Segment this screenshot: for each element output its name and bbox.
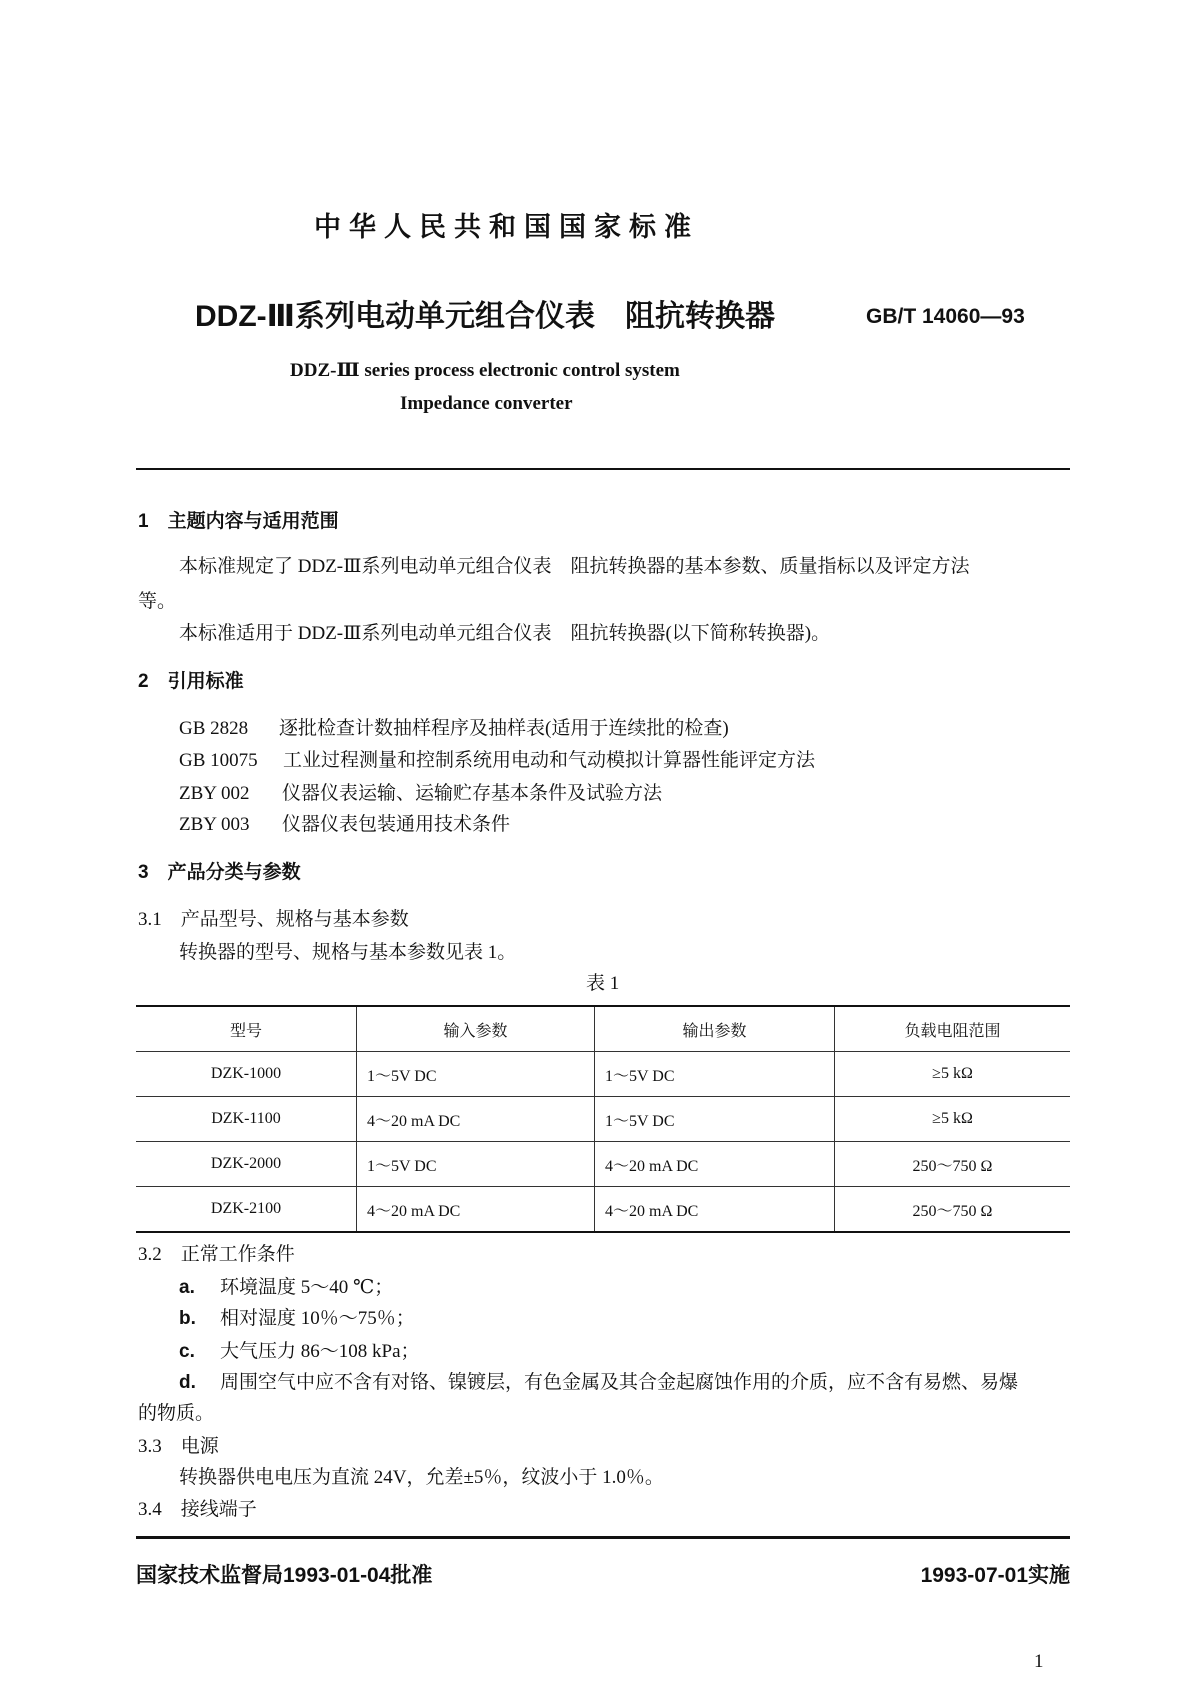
cell: 1～5V DC [595,1097,835,1142]
cell: 4～20 mA DC [357,1187,595,1233]
condition-text: 环境温度 5～40 ℃； [220,1277,394,1298]
document-title: DDZ-Ⅲ系列电动单元组合仪表 阻抗转换器 [195,300,776,333]
cell: DZK-1100 [136,1097,357,1142]
section-3-2-heading: 3.2 正常工作条件 [138,1244,295,1265]
national-standard-heading: 中华人民共和国国家标准 [314,212,699,242]
page-number: 1 [1034,1651,1044,1672]
footer-rule [136,1536,1070,1539]
section-1-heading: 1 主题内容与适用范围 [138,511,339,532]
cell: DZK-2000 [136,1142,357,1187]
ref-title: 仪器仪表包装通用技术条件 [282,814,511,835]
cell: DZK-2100 [136,1187,357,1233]
col-header: 型号 [136,1006,357,1052]
table-header-row [136,1006,1070,1052]
col-header: 输入参数 [357,1006,595,1052]
condition-text: 周围空气中应不含有对铬、镍镀层，有色金属及其合金起腐蚀作用的介质，应不含有易燃、易爆 [220,1372,1019,1393]
english-title-2: Impedance converter [400,393,573,414]
section-3-4-heading: 3.4 接线端子 [138,1499,257,1520]
ref-title: 仪器仪表运输、运输贮存基本条件及试验方法 [282,783,663,804]
standard-code: GB/T 14060—93 [866,305,1025,328]
section-3-1-text: 转换器的型号、规格与基本参数见表 1。 [179,942,517,963]
cell: 1～5V DC [357,1052,595,1097]
section-1-para-1: 本标准规定了 DDZ-Ⅲ系列电动单元组合仪表 阻抗转换器的基本参数、质量指标以及评定方法 [179,556,970,577]
cell: 250～750 Ω [835,1187,1071,1233]
condition-label: a. [179,1277,195,1298]
condition-text: 相对湿度 10％～75％； [220,1308,415,1329]
table-caption: 表 1 [586,973,620,994]
table-row [136,1097,1070,1142]
cell: ≥5 kΩ [835,1052,1071,1097]
effective-date: 1993-07-01实施 [920,1564,1070,1587]
section-2-heading: 2 引用标准 [138,671,244,692]
cell: 4～20 mA DC [595,1142,835,1187]
parameters-table [136,1005,1070,1233]
condition-label: d. [179,1372,196,1393]
table-row [136,1187,1070,1233]
english-title-1: DDZ-Ⅲ series process electronic control system [290,360,680,381]
ref-title: 逐批检查计数抽样程序及抽样表(适用于连续批的检查) [279,718,729,739]
approval-date: 国家技术监督局1993-01-04批准 [136,1564,433,1587]
cell: DZK-1000 [136,1052,357,1097]
section-1-para-1-cont: 等。 [138,591,177,612]
condition-label: c. [179,1341,195,1362]
ref-code: ZBY 002 [179,783,250,804]
ref-code: ZBY 003 [179,814,250,835]
section-3-3-heading: 3.3 电源 [138,1436,219,1457]
cell: 250～750 Ω [835,1142,1071,1187]
header-rule [136,468,1070,470]
section-3-1-heading: 3.1 产品型号、规格与基本参数 [138,909,409,930]
ref-code: GB 2828 [179,718,249,739]
col-header: 输出参数 [595,1006,835,1052]
table-row [136,1142,1070,1187]
ref-code: GB 10075 [179,750,258,771]
ref-title: 工业过程测量和控制系统用电动和气动模拟计算器性能评定方法 [283,750,816,771]
cell: 4～20 mA DC [357,1097,595,1142]
table-row [136,1052,1070,1097]
cell: 1～5V DC [595,1052,835,1097]
condition-text: 大气压力 86～108 kPa； [220,1341,420,1362]
cell: 1～5V DC [357,1142,595,1187]
condition-d-cont: 的物质。 [138,1403,215,1424]
cell: 4～20 mA DC [595,1187,835,1233]
section-3-heading: 3 产品分类与参数 [138,862,301,883]
col-header: 负载电阻范围 [835,1006,1071,1052]
cell: ≥5 kΩ [835,1097,1071,1142]
section-3-3-text: 转换器供电电压为直流 24V，允差±5％，纹波小于 1.0％。 [179,1467,664,1488]
condition-label: b. [179,1308,196,1329]
section-1-para-2: 本标准适用于 DDZ-Ⅲ系列电动单元组合仪表 阻抗转换器(以下简称转换器)。 [179,623,831,644]
